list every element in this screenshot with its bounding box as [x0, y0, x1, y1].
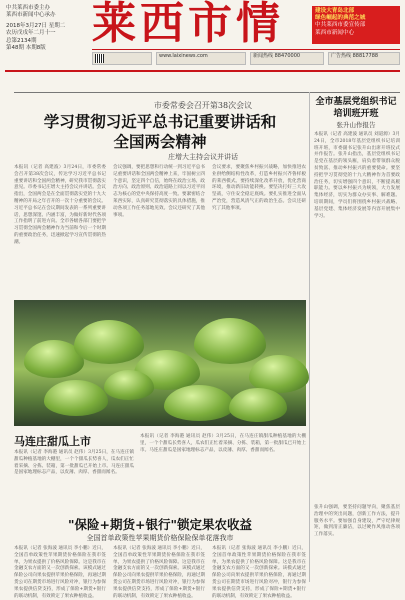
promo-item: 莱西市新闻中心	[315, 29, 355, 36]
sidebar-headline	[312, 96, 400, 120]
lead-kicker: 市委常委会召开第38次会议	[153, 101, 253, 110]
bottom-text-col-2: 本报讯（记者 张海波 通讯员 李小鹏）近日，全国首单政策性苹果期货价格保险在我市签单，为果农提供了价格风险保障。这是我市在金融支农方面的又一次创新探索。该模式通过保险公司向果农提供苹果价格保险，再通过期货公司在期货市场进行风险对冲，银行为参保果农提供信贷支持，形成了保险+期货+银行的联动机制，有效锁定了果农种植收益。	[113, 546, 205, 599]
phone-box	[250, 52, 324, 65]
newspaper-logo: 莱西市情	[92, 0, 284, 49]
masthead-subbar	[92, 49, 400, 68]
lead-headline-line-1: 学习贯彻习近平总书记重要讲话和	[43, 112, 277, 131]
bottom-subhead: 全国首单政策性苹果期货价格保险保单花落我市	[86, 534, 234, 542]
phone-label: 新闻热线	[253, 53, 274, 59]
issue-date: 2018年3月27日	[6, 22, 47, 29]
section-top-rule	[14, 92, 400, 93]
bottom-headline: "保险+期货+银行"锁定果农收益	[68, 517, 252, 532]
org-line-1: 中共莱西市委主办	[6, 5, 51, 11]
sidebar-headline-line-1: 全市基层党组织书记	[315, 97, 397, 107]
sidebar-text-2: 张升山强调，要坚持问题导向，聚焦基层治理中的突出问题，创新工作方法，提升服务水平。要加强自身建设，严守纪律规矩，做到清正廉洁，以过硬作风推动各项工作落实。	[314, 505, 400, 538]
promo-box	[312, 6, 400, 44]
promo-title-2: 绿色崛起的典范之城	[315, 15, 366, 22]
masthead-rule	[5, 70, 400, 72]
lead-text-col-1: 本报讯（记者 高建波）3月24日，市委常委会召开第38次会议，传达学习习近平总书记重要讲话和全国两会精神，研究我市贯彻落实意见。市委书记庄增大主持会议并讲话。会议指出，全国两会是在全面贯彻落实党的十九大精神的开局之年召开的一次十分重要的会议。习近平总书记在会议期间发表的一系列重要讲话，思想深邃、内涵丰富，为做好新时代各项工作指明了前进方向。全市各级各部门要把学习贯彻全国两会精神作为当前和今后一个时期的重要政治任务，迅速掀起学习宣传贯彻的热潮。	[14, 165, 106, 245]
promo-title: 建设大青岛北部	[315, 8, 355, 14]
page-count: 本期8版	[25, 45, 46, 52]
ad-label: 广告热线	[331, 53, 352, 59]
ad-number: 88817788	[352, 53, 379, 59]
wechat-qr-box	[92, 52, 152, 65]
lead-byline: 庄增大主持会议并讲话	[168, 153, 238, 161]
web-box	[156, 52, 246, 65]
sidebar-byline: 张升山作报告	[336, 121, 376, 129]
photo-caption-text: 本报讯（记者 李海港 通讯员 赵伟）3月25日，在马连庄镇甜瓜种植基地的大棚里，一个个甜瓜长势喜人，瓜农们正忙着采摘、分拣、装箱，第一批甜瓜已开始上市。马连庄甜瓜是国家地理标志产品，以皮薄、肉厚、香甜而闻名。	[14, 450, 134, 476]
bottom-text-col-3: 本报讯（记者 张海波 通讯员 李小鹏）近日，全国首单政策性苹果期货价格保险在我市签单，为果农提供了价格风险保障。这是我市在金融支农方面的又一次创新探索。该模式通过保险公司向果农提供苹果价格保险，再通过期货公司在期货市场进行风险对冲，银行为参保果农提供信贷支持，形成了保险+期货+银行的联动机制，有效锁定了果农种植收益。	[212, 546, 306, 599]
lead-text-col-2: 会议强调，要把思想和行动统一到习近平总书记重要讲话和全国两会精神上来，牢固树立四个意识，坚定四个自信，始终在政治立场、政治方向、政治原则、政治道路上同以习近平同志为核心的党中央保持高度一致。要紧密结合莱西实际，认真研究贯彻落实的具体措施，推动各项工作任务落地见效。会议还研究了其他事项。	[113, 165, 205, 218]
bottom-text-col-1: 本报讯（记者 张海波 通讯员 李小鹏）近日，全国首单政策性苹果期货价格保险在我市签单，为果农提供了价格风险保障。这是我市在金融支农方面的又一次创新探索。该模式通过保险公司向果农提供苹果价格保险，再通过期货公司在期货市场进行风险对冲，银行为参保果农提供信贷支持，形成了保险+期货+银行的联动机制，有效锁定了果农种植收益。	[14, 546, 106, 599]
photo-story-text: 本报讯（记者 李海港 通讯员 赵伟）3月25日，在马连庄镇甜瓜种植基地的大棚里，一个个甜瓜长势喜人，瓜农们正忙着采摘、分拣、装箱，第一批甜瓜已开始上市。马连庄甜瓜是国家地理标志产品，以皮薄、肉厚、香甜而闻名。	[140, 434, 306, 453]
lunar-date: 农历戊戌年二月十一	[6, 30, 56, 37]
weekday: 星期二	[48, 22, 66, 29]
column-divider	[309, 92, 310, 582]
org-line-2: 莱西市新闻中心承办	[6, 12, 56, 19]
lead-headline-line-2: 全国两会精神	[113, 132, 207, 151]
issue-number: 第48期	[6, 45, 24, 52]
sidebar-headline-line-2: 培训班开班	[333, 109, 379, 119]
phone-number: 88470000	[274, 53, 301, 59]
melon-photo	[14, 300, 306, 426]
qr-icon	[95, 54, 104, 63]
ad-box	[328, 52, 400, 65]
masthead-info	[6, 5, 86, 52]
sidebar-text: 本报讯（记者 高建波 通讯员 刘道源）3月24日，全市2018年基层党组织书记培训班开班，市委副书记张升山出席开班仪式并作报告。张升山指出，基层党组织书记是党在基层的领头雁，肩负着带领群众脱贫致富、推动乡村振兴的重要使命。要坚持把学习贯彻党的十九大精神作为首要政治任务，切实增强四个意识，不断提高履职能力。要以乡村振兴为统领，大力发展集体经济，切实为群众办实事、解难题。培训期间，学员们将围绕乡村振兴战略、基层党建、集体经济发展等内容开展集中学习。	[314, 132, 400, 219]
photo-headline: 马连庄甜瓜上市	[14, 435, 91, 448]
web-url[interactable]: www.laixinews.com	[159, 53, 208, 59]
total-issue: 总第2134期	[6, 37, 37, 44]
lead-text-col-3: 会议要求，要聚焦乡村振兴战略，加快推进农业供给侧结构性改革，打造乡村振兴齐鲁样板的莱西模式。要持续深化改革开放，优化营商环境，推动新旧动能转换。要坚决打好三大攻坚战，守住安全稳定底线。要扎实推进全面从严治党，营造风清气正的政治生态。会议还研究了其他事项。	[212, 165, 306, 211]
lead-headline	[14, 112, 306, 152]
promo-item: 中共莱西市委宣传部	[315, 22, 366, 29]
